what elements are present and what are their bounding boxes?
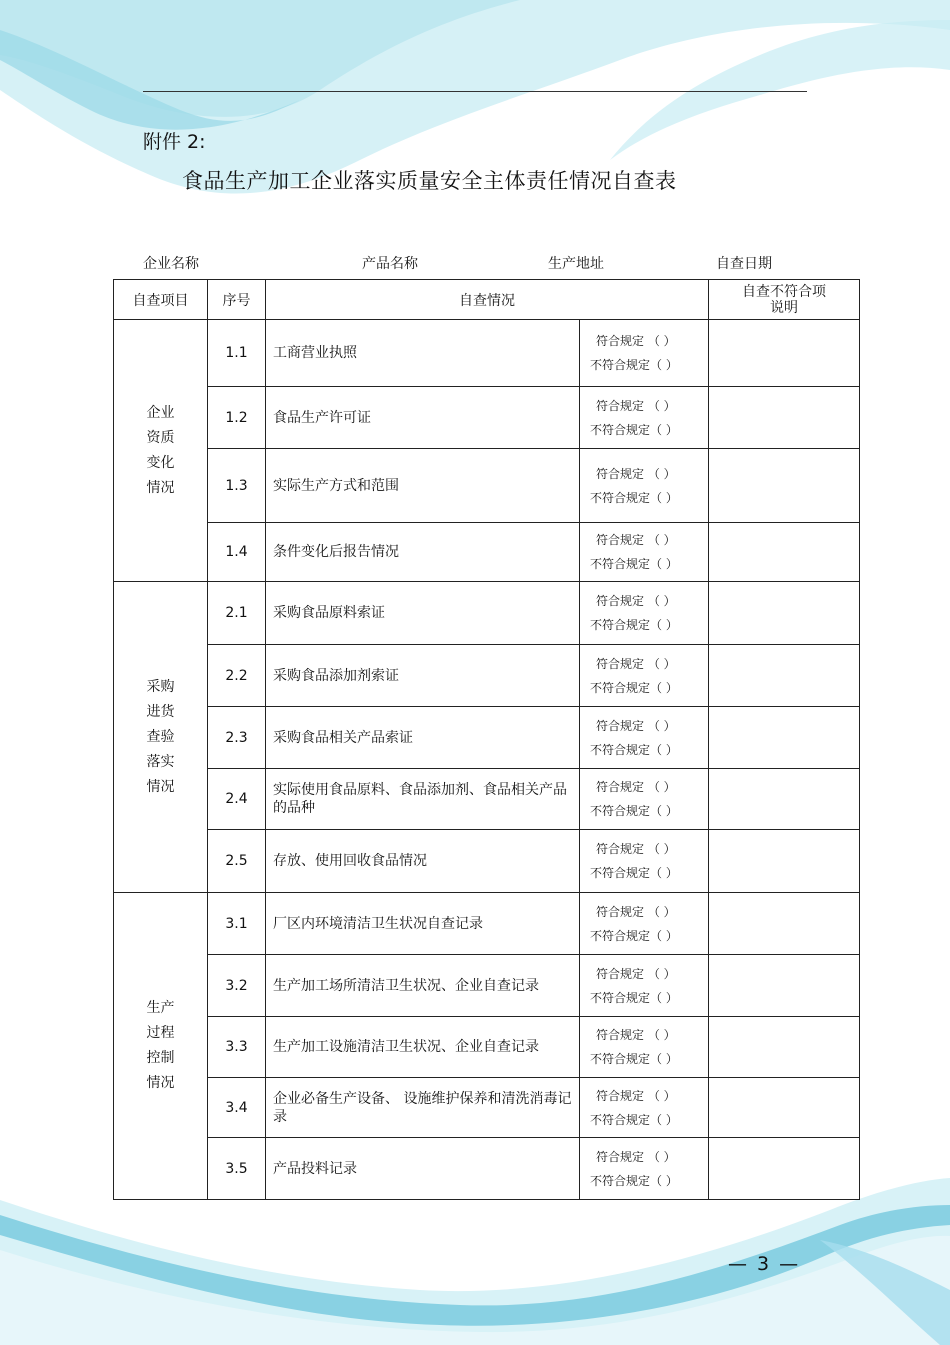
category-cell xyxy=(114,893,208,1200)
noncompliant-option[interactable]: 不符合规定（ ） xyxy=(590,1173,678,1188)
product-name-label: 产品名称 xyxy=(362,256,418,272)
check-item: 产品投料记录 xyxy=(266,1138,580,1200)
row-number: 1.3 xyxy=(208,449,266,523)
compliant-option[interactable]: 符合规定 （ ） xyxy=(596,334,676,348)
noncompliant-option[interactable]: 不符合规定（ ） xyxy=(590,1052,678,1066)
category-label-line: 生产 xyxy=(146,1000,175,1016)
table-row xyxy=(114,955,860,1017)
check-item: 生产加工场所清洁卫生状况、企业自查记录 xyxy=(266,955,580,1017)
noncompliant-option[interactable]: 不符合规定（ ） xyxy=(590,1112,678,1127)
row-number: 3.5 xyxy=(208,1138,266,1200)
row-number: 1.1 xyxy=(208,320,266,387)
noncompliance-note-cell[interactable] xyxy=(709,1078,860,1138)
row-number: 2.2 xyxy=(208,645,266,707)
table-row xyxy=(114,449,860,523)
check-date-label: 自查日期 xyxy=(716,256,772,272)
noncompliance-note-cell[interactable] xyxy=(709,1017,860,1078)
table-row xyxy=(114,320,860,387)
table-row xyxy=(114,769,860,830)
row-number: 1.2 xyxy=(208,387,266,449)
check-item: 条件变化后报告情况 xyxy=(266,523,580,582)
noncompliant-option[interactable]: 不符合规定（ ） xyxy=(590,742,678,757)
attachment-label: 附件 2: xyxy=(143,131,206,153)
category-label-line: 企业 xyxy=(146,404,175,421)
table-row xyxy=(114,1017,860,1078)
header-note: 自查不符合项 说明 xyxy=(709,280,860,320)
check-item: 厂区内环境清洁卫生状况自查记录 xyxy=(266,893,580,955)
category-label-line: 情况 xyxy=(146,479,175,496)
check-item: 实际使用食品原料、食品添加剂、食品相关产品的品种 xyxy=(266,769,580,830)
noncompliant-option[interactable]: 不符合规定（ ） xyxy=(590,804,678,818)
compliant-option[interactable]: 符合规定 （ ） xyxy=(596,842,676,856)
noncompliance-note-cell[interactable] xyxy=(709,893,860,955)
noncompliant-option[interactable]: 不符合规定（ ） xyxy=(590,422,678,437)
table-row xyxy=(114,582,860,645)
table-row xyxy=(114,893,860,955)
table-row xyxy=(114,645,860,707)
production-address-label: 生产地址 xyxy=(548,256,604,272)
noncompliance-note-cell[interactable] xyxy=(709,523,860,582)
page-number: — 3 — xyxy=(728,1253,801,1275)
check-item: 采购食品添加剂索证 xyxy=(266,645,580,707)
category-label-line: 进货 xyxy=(146,703,175,720)
header-number: 序号 xyxy=(208,280,266,320)
compliant-option[interactable]: 符合规定 （ ） xyxy=(596,1088,676,1103)
check-item: 工商营业执照 xyxy=(266,320,580,387)
noncompliance-note-cell[interactable] xyxy=(709,830,860,893)
category-cell xyxy=(114,320,208,582)
page-title: 食品生产加工企业落实质量安全主体责任情况自查表 xyxy=(182,169,677,193)
header-rule xyxy=(143,91,807,92)
category-label-line: 情况 xyxy=(146,778,175,795)
check-item: 生产加工设施清洁卫生状况、企业自查记录 xyxy=(266,1017,580,1078)
check-item: 企业必备生产设备、 设施维护保养和清洗消毒记录 xyxy=(266,1078,580,1138)
compliant-option[interactable]: 符合规定 （ ） xyxy=(596,398,676,413)
compliance-cell xyxy=(580,1078,709,1138)
row-number: 2.1 xyxy=(208,582,266,645)
self-check-table xyxy=(113,279,860,1200)
table-header-row xyxy=(114,280,860,320)
table-row xyxy=(114,707,860,769)
category-label-line: 查验 xyxy=(146,728,175,745)
noncompliance-note-cell[interactable] xyxy=(709,707,860,769)
noncompliant-option[interactable]: 不符合规定（ ） xyxy=(590,358,678,372)
category-label-line: 变化 xyxy=(146,454,175,471)
compliant-option[interactable]: 符合规定 （ ） xyxy=(596,904,676,919)
row-number: 2.5 xyxy=(208,830,266,893)
compliant-option[interactable]: 符合规定 （ ） xyxy=(596,966,676,981)
table-row xyxy=(114,523,860,582)
header-project: 自查项目 xyxy=(114,280,208,320)
row-number: 3.1 xyxy=(208,893,266,955)
compliance-cell xyxy=(580,893,709,955)
header-situation: 自查情况 xyxy=(266,280,709,320)
table-row xyxy=(114,1078,860,1138)
row-number: 3.3 xyxy=(208,1017,266,1078)
noncompliant-option[interactable]: 不符合规定（ ） xyxy=(590,557,678,571)
category-cell xyxy=(114,582,208,893)
noncompliance-note-cell[interactable] xyxy=(709,955,860,1017)
row-number: 1.4 xyxy=(208,523,266,582)
category-label-line: 控制 xyxy=(146,1050,175,1066)
compliant-option[interactable]: 符合规定 （ ） xyxy=(596,1028,676,1042)
category-label-line: 过程 xyxy=(146,1025,175,1041)
table-row xyxy=(114,1138,860,1200)
compliant-option[interactable]: 符合规定 （ ） xyxy=(596,533,676,547)
noncompliant-option[interactable]: 不符合规定（ ） xyxy=(590,680,678,695)
noncompliant-option[interactable]: 不符合规定（ ） xyxy=(590,928,678,943)
table-row xyxy=(114,830,860,893)
row-number: 3.4 xyxy=(208,1078,266,1138)
compliance-cell xyxy=(580,955,709,1017)
compliance-cell xyxy=(580,449,709,523)
compliant-option[interactable]: 符合规定 （ ） xyxy=(596,656,676,671)
table-row xyxy=(114,387,860,449)
category-label-line: 落实 xyxy=(146,753,175,770)
row-number: 3.2 xyxy=(208,955,266,1017)
check-item: 采购食品原料索证 xyxy=(266,582,580,645)
compliance-cell xyxy=(580,582,709,645)
compliant-option[interactable]: 符合规定 （ ） xyxy=(596,1149,676,1164)
noncompliance-note-cell[interactable] xyxy=(709,387,860,449)
noncompliant-option[interactable]: 不符合规定（ ） xyxy=(590,866,678,880)
compliance-cell xyxy=(580,1017,709,1078)
noncompliance-note-cell[interactable] xyxy=(709,320,860,387)
noncompliance-note-cell[interactable] xyxy=(709,582,860,645)
compliance-cell xyxy=(580,707,709,769)
check-item: 实际生产方式和范围 xyxy=(266,449,580,523)
compliant-option[interactable]: 符合规定 （ ） xyxy=(596,466,676,481)
compliant-option[interactable]: 符合规定 （ ） xyxy=(596,718,676,733)
category-label-line: 采购 xyxy=(146,678,175,695)
check-item: 采购食品相关产品索证 xyxy=(266,707,580,769)
compliant-option[interactable]: 符合规定 （ ） xyxy=(596,594,676,608)
noncompliant-option[interactable]: 不符合规定（ ） xyxy=(590,990,678,1005)
row-number: 2.3 xyxy=(208,707,266,769)
noncompliance-note-cell[interactable] xyxy=(709,449,860,523)
compliance-cell xyxy=(580,1138,709,1200)
compliance-cell xyxy=(580,769,709,830)
compliant-option[interactable]: 符合规定 （ ） xyxy=(596,780,676,794)
row-number: 2.4 xyxy=(208,769,266,830)
noncompliance-note-cell[interactable] xyxy=(709,645,860,707)
company-name-label: 企业名称 xyxy=(143,256,199,272)
noncompliant-option[interactable]: 不符合规定（ ） xyxy=(590,618,678,632)
check-item: 食品生产许可证 xyxy=(266,387,580,449)
check-item: 存放、使用回收食品情况 xyxy=(266,830,580,893)
compliance-cell xyxy=(580,320,709,387)
category-label-line: 资质 xyxy=(146,429,175,446)
noncompliance-note-cell[interactable] xyxy=(709,1138,860,1200)
compliance-cell xyxy=(580,645,709,707)
noncompliance-note-cell[interactable] xyxy=(709,769,860,830)
category-label-line: 情况 xyxy=(146,1075,175,1091)
compliance-cell xyxy=(580,387,709,449)
compliance-cell xyxy=(580,523,709,582)
compliance-cell xyxy=(580,830,709,893)
noncompliant-option[interactable]: 不符合规定（ ） xyxy=(590,490,678,505)
